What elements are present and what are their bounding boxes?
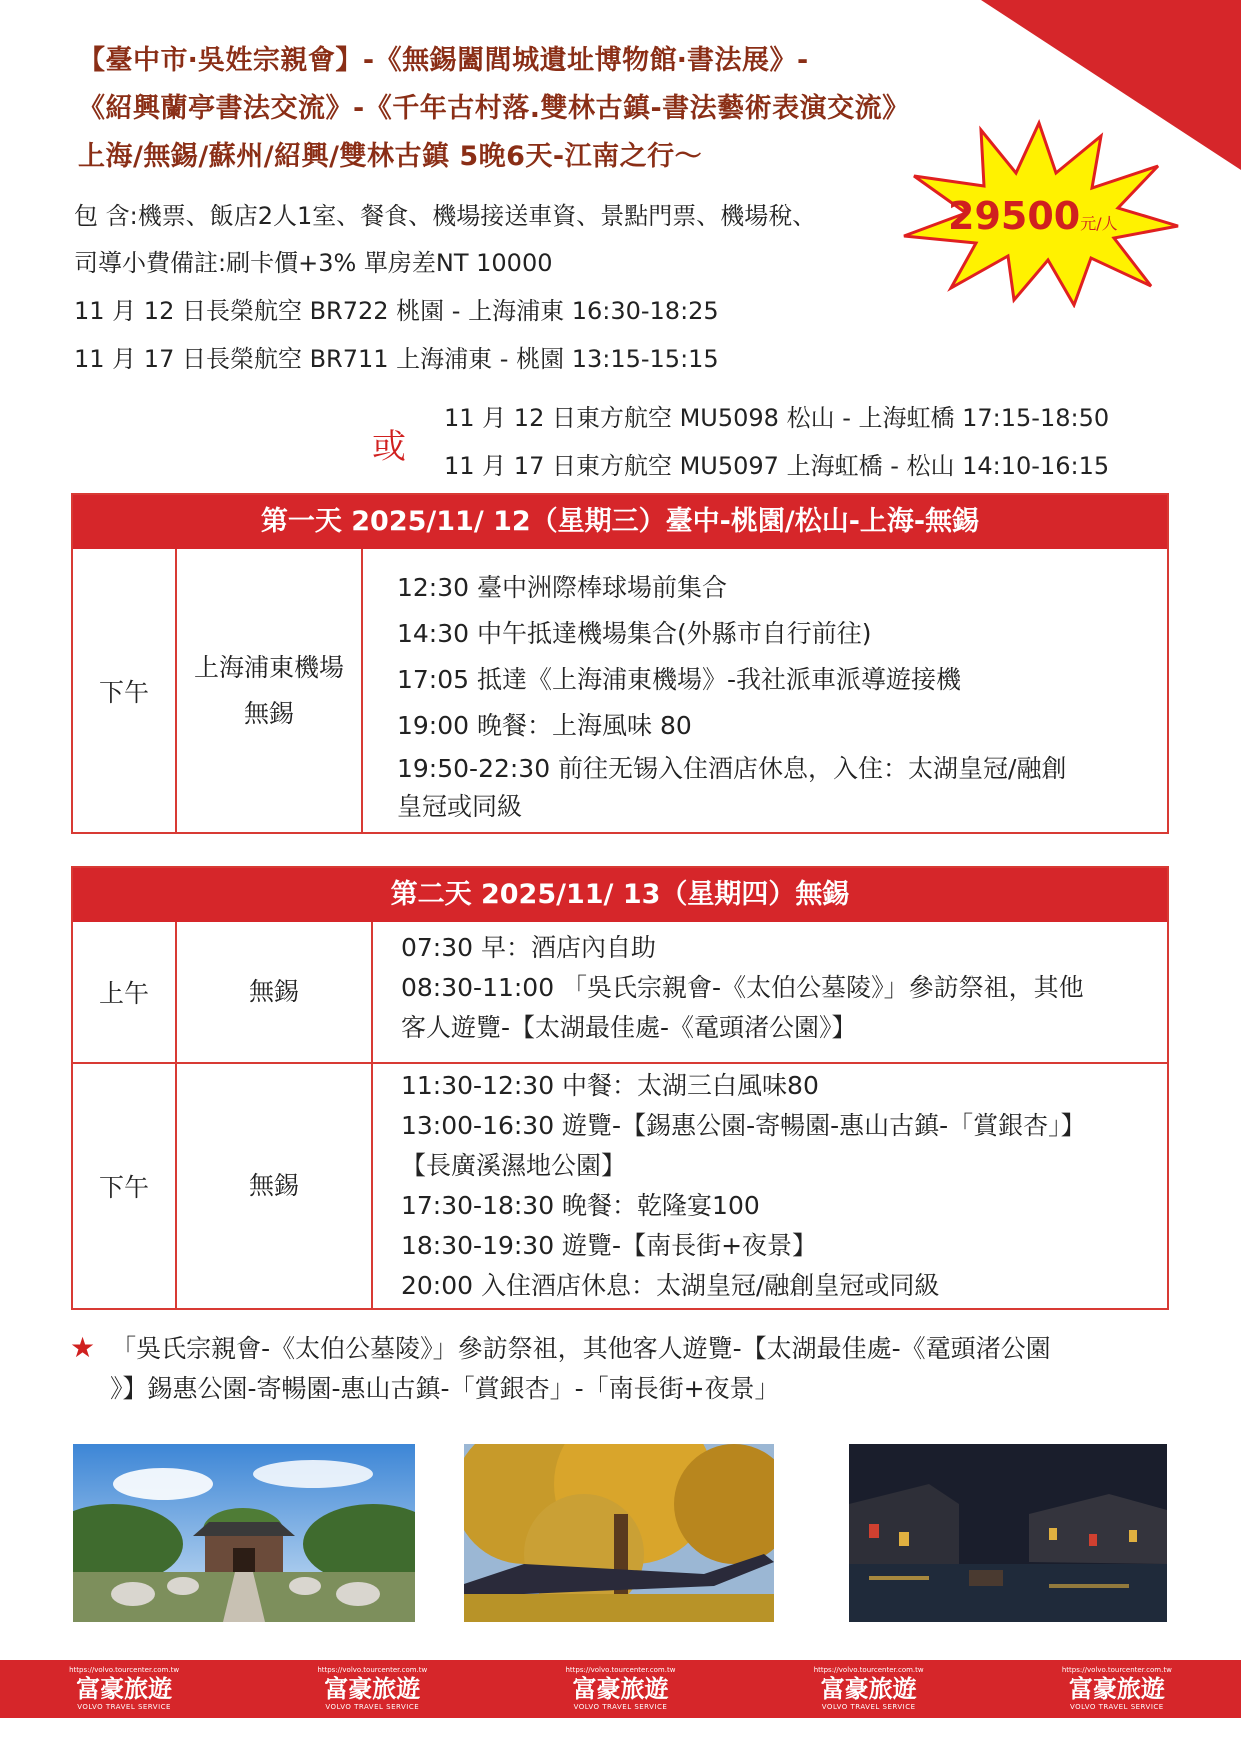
logo-subtitle: VOLVO TRAVEL SERVICE bbox=[573, 1703, 668, 1711]
itinerary-item: 13:00-16:30 遊覽-【錫惠公園-寄暢園-惠山古鎮-「賞銀杏」】 bbox=[401, 1111, 1086, 1140]
photo-tomb-garden bbox=[73, 1444, 415, 1622]
photo-ginkgo-tree bbox=[464, 1444, 774, 1622]
place-cell bbox=[177, 922, 373, 1062]
trip-title-line-1: 【臺中市‧吳姓宗親會】-《無錫闔閭城遺址博物館‧書法展》- bbox=[78, 45, 809, 76]
itinerary-item: 18:30-19:30 遊覽-【南長街+夜景】 bbox=[401, 1231, 818, 1260]
place-line: 無錫 bbox=[243, 698, 294, 728]
itinerary-cell bbox=[373, 922, 1167, 1062]
logo-subtitle: VOLVO TRAVEL SERVICE bbox=[1069, 1703, 1164, 1711]
footer-logo bbox=[69, 1667, 179, 1711]
footer-logo bbox=[1062, 1667, 1172, 1711]
itinerary-item: 19:00 晚餐：上海風味 80 bbox=[397, 711, 692, 740]
photo-night-canal bbox=[849, 1444, 1167, 1622]
logo-url: https://volvo.tourcenter.com.tw bbox=[813, 1666, 924, 1674]
itinerary-item: 19:50-22:30 前往无锡入住酒店休息，入住：太湖皇冠/融創 bbox=[397, 754, 1067, 783]
logo-url: https://volvo.tourcenter.com.tw bbox=[565, 1666, 676, 1674]
logo-subtitle: VOLVO TRAVEL SERVICE bbox=[77, 1703, 171, 1711]
logo-url: https://volvo.tourcenter.com.tw bbox=[317, 1666, 428, 1674]
table-row bbox=[73, 1062, 1167, 1308]
period-cell: 上午 bbox=[73, 922, 177, 1062]
star-icon: ★ bbox=[70, 1331, 96, 1364]
price-amount: 29500 bbox=[948, 194, 1081, 238]
price-badge bbox=[896, 118, 1182, 308]
or-label: 或 bbox=[372, 427, 406, 467]
table-row bbox=[73, 549, 1167, 832]
alt-outbound-flight: 11 月 12 日東方航空 MU5098 松山 - 上海虹橋 17:15-18:50 bbox=[444, 404, 1110, 432]
itinerary-item: 【長廣溪濕地公園】 bbox=[401, 1151, 627, 1180]
itinerary-item: 皇冠或同級 bbox=[397, 792, 523, 821]
place-line: 無錫 bbox=[248, 1171, 299, 1200]
day-1-table bbox=[71, 493, 1169, 834]
footer-logo bbox=[317, 1667, 427, 1711]
price-unit: 元/人 bbox=[1080, 214, 1118, 233]
logo-subtitle: VOLVO TRAVEL SERVICE bbox=[325, 1703, 420, 1711]
itinerary-item: 11:30-12:30 中餐：太湖三白風味80 bbox=[401, 1071, 819, 1100]
period-cell: 下午 bbox=[73, 549, 177, 832]
period-cell: 下午 bbox=[73, 1064, 177, 1308]
logo-name: 富豪旅遊 bbox=[324, 1674, 421, 1703]
outbound-flight: 11 月 12 日長榮航空 BR722 桃園 - 上海浦東 16:30-18:25 bbox=[74, 297, 719, 325]
itinerary-cell bbox=[373, 1064, 1167, 1308]
remarks-text: 司導小費備註:刷卡價+3% 單房差NT 10000 bbox=[74, 249, 553, 277]
day-1-header: 第一天 2025/11/ 12（星期三）臺中-桃園/松山-上海-無錫 bbox=[73, 495, 1167, 549]
logo-name: 富豪旅遊 bbox=[1068, 1674, 1165, 1703]
itinerary-item: 20:00 入住酒店休息：太湖皇冠/融創皇冠或同級 bbox=[401, 1271, 940, 1300]
logo-name: 富豪旅遊 bbox=[572, 1674, 669, 1703]
trip-title-line-2: 《紹興蘭亭書法交流》-《千年古村落.雙林古鎮-書法藝術表演交流》 bbox=[78, 93, 910, 124]
place-cell bbox=[177, 1064, 373, 1308]
logo-url: https://volvo.tourcenter.com.tw bbox=[1061, 1666, 1172, 1674]
note-line-2: 》】錫惠公園-寄暢園-惠山古鎮-「賞銀杏」-「南長街+夜景」 bbox=[110, 1374, 780, 1403]
alt-return-flight: 11 月 17 日東方航空 MU5097 上海虹橋 - 松山 14:10-16:15 bbox=[444, 452, 1110, 480]
logo-name: 富豪旅遊 bbox=[76, 1674, 173, 1703]
place-line: 無錫 bbox=[248, 977, 299, 1006]
itinerary-item: 17:05 抵達《上海浦東機場》-我社派車派導遊接機 bbox=[397, 665, 962, 694]
place-cell bbox=[177, 549, 363, 832]
highlights-note bbox=[70, 1328, 1170, 1409]
return-flight: 11 月 17 日長榮航空 BR711 上海浦東 - 桃園 13:15-15:15 bbox=[74, 345, 719, 373]
footer-bar bbox=[0, 1660, 1241, 1718]
itinerary-item: 客人遊覽-【太湖最佳處-《鼋頭渚公園》】 bbox=[401, 1013, 857, 1042]
itinerary-item: 12:30 臺中洲際棒球場前集合 bbox=[397, 573, 727, 602]
table-row bbox=[73, 922, 1167, 1062]
note-line-1: 「吳氏宗親會-《太伯公墓陵》」參訪祭祖，其他客人遊覽-【太湖最佳處-《鼋頭渚公園 bbox=[111, 1334, 1051, 1363]
place-line: 上海浦東機場 bbox=[193, 652, 344, 682]
logo-name: 富豪旅遊 bbox=[820, 1674, 917, 1703]
day-2-header: 第二天 2025/11/ 13（星期四）無錫 bbox=[73, 868, 1167, 922]
itinerary-item: 07:30 早：酒店內自助 bbox=[401, 933, 656, 962]
inclusions-text: 包 含:機票、飯店2人1室、餐食、機場接送車資、景點門票、機場稅、 bbox=[74, 202, 817, 230]
logo-url: https://volvo.tourcenter.com.tw bbox=[69, 1666, 180, 1674]
itinerary-item: 08:30-11:00 「吳氏宗親會-《太伯公墓陵》」參訪祭祖，其他 bbox=[401, 973, 1084, 1002]
footer-logo bbox=[814, 1667, 924, 1711]
day-2-table bbox=[71, 866, 1169, 1310]
footer-logo bbox=[566, 1667, 676, 1711]
itinerary-item: 17:30-18:30 晚餐：乾隆宴100 bbox=[401, 1191, 760, 1220]
trip-title-line-3: 上海/無錫/蘇州/紹興/雙林古鎮 5晚6天-江南之行～ bbox=[78, 141, 703, 172]
logo-subtitle: VOLVO TRAVEL SERVICE bbox=[821, 1703, 916, 1711]
itinerary-item: 14:30 中午抵達機場集合(外縣市自行前往) bbox=[397, 619, 872, 648]
itinerary-cell bbox=[363, 549, 1167, 832]
